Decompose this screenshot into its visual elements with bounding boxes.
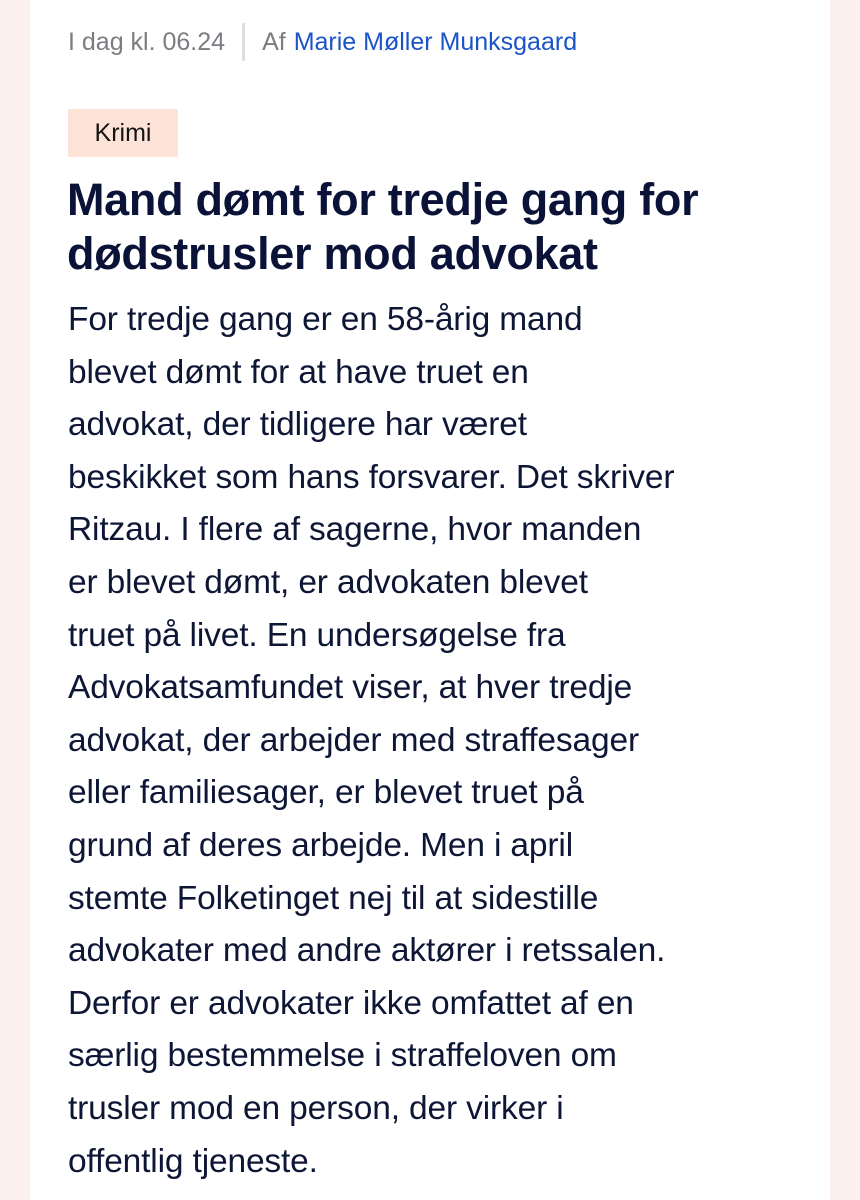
body-line: beskikket som hans forsvarer. Det skriver bbox=[68, 458, 675, 496]
body-line: truet på livet. En undersøgelse fra bbox=[68, 616, 566, 654]
headline-line: Mand dømt for tredje gang for bbox=[67, 174, 699, 225]
meta-divider bbox=[242, 23, 245, 61]
body-line: grund af deres arbejde. Men i april bbox=[68, 826, 573, 864]
article-card bbox=[30, 0, 830, 1200]
author-link[interactable]: Marie Møller Munksgaard bbox=[293, 28, 578, 56]
body-line: advokat, der tidligere har været bbox=[68, 406, 527, 444]
body-line: Derfor er advokater ikke omfattet af en bbox=[68, 984, 634, 1022]
body-line: Ritzau. I flere af sagerne, hvor manden bbox=[68, 511, 642, 549]
body-line: eller familiesager, er blevet truet på bbox=[68, 774, 584, 812]
body-line: advokater med andre aktører i retssalen. bbox=[68, 932, 666, 970]
body-line: stemte Folketinget nej til at sidestille bbox=[68, 879, 599, 917]
article-body bbox=[68, 294, 828, 1188]
body-line: For tredje gang er en 58-årig mand bbox=[68, 301, 583, 338]
body-line: advokat, der arbejder med straffesager bbox=[68, 721, 639, 759]
publish-time: I dag kl. 06.24 bbox=[68, 28, 226, 56]
body-line: særlig bestemmelse i straffeloven om bbox=[68, 1037, 617, 1075]
body-line: er blevet dømt, er advokaten blevet bbox=[68, 563, 588, 601]
headline-line: dødstrusler mod advokat bbox=[67, 228, 598, 279]
category-tag[interactable]: Krimi bbox=[68, 109, 178, 157]
body-line: Advokatsamfundet viser, at hver tredje bbox=[68, 669, 633, 707]
body-line: trusler mod en person, der virker i bbox=[68, 1089, 564, 1127]
body-line: offentlig tjeneste. bbox=[68, 1142, 318, 1180]
byline-prefix: Af bbox=[262, 28, 286, 56]
article-headline bbox=[67, 173, 812, 281]
body-line: blevet dømt for at have truet en bbox=[68, 353, 529, 391]
article-meta bbox=[68, 20, 577, 64]
